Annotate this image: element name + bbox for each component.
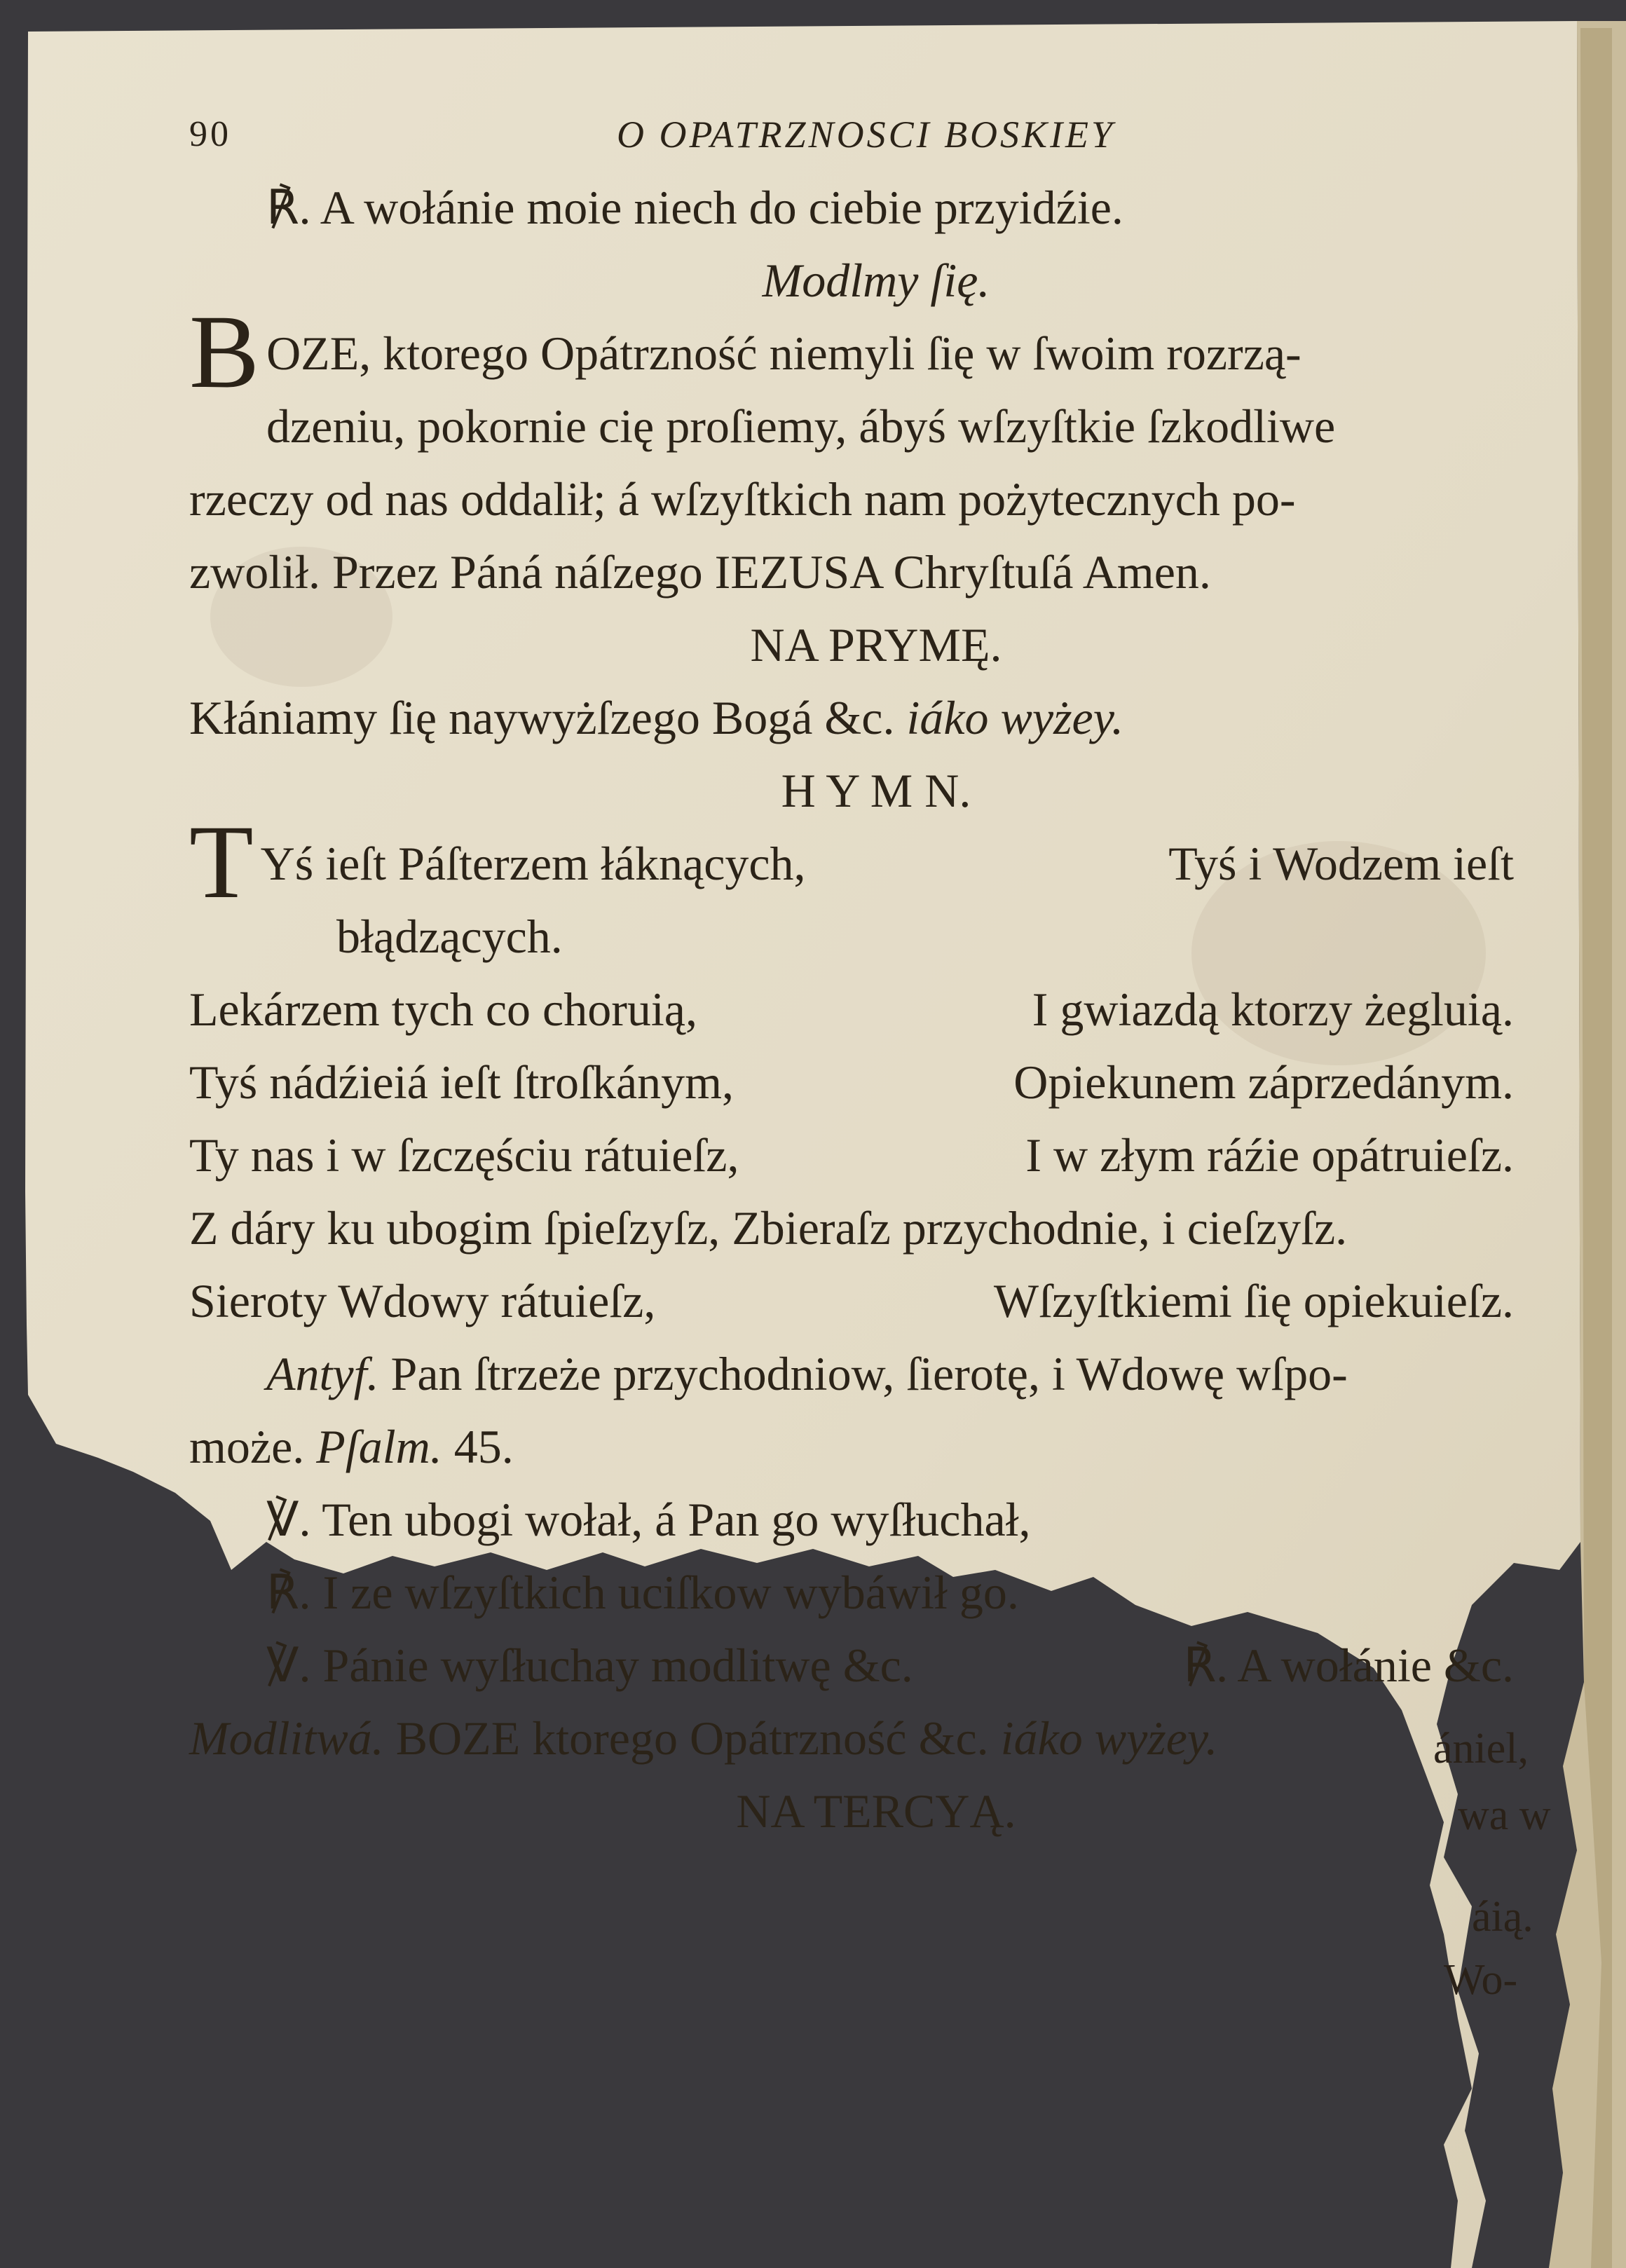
running-header [189,98,1563,171]
section-heading: NA TERCYĄ. [736,1784,1016,1838]
text-line: zwolił. Przez Páná náſzego IEZUSA Chryſtuſá Amen. [189,545,1211,599]
antiphon-line: Antyf. Pan ſtrzeże przychodniow, ſierotę, i Wdowę wſpo- [266,1347,1348,1400]
hymn-line: Z dáry ku ubogim ſpieſzyſz, Zbieraſz przychodnie, i cieſzyſz. [189,1201,1348,1255]
edge-fragment: ániel, [1433,1725,1529,1772]
hymn-line: Ty nas i w ſzczęściu rátuieſz, I w złym ráźie opátruieſz. [189,1128,1514,1182]
hymn-line: błądzących. [336,910,563,963]
antiphon-line: może. Pſalm. 45. [189,1420,514,1473]
versicle-line: ℣. Ten ubogi wołał, á Pan go wyſłuchał, [266,1493,1031,1546]
text-line: ℟. A wołánie moie niech do ciebie przyidźie. [266,181,1123,234]
page-number: 90 [189,114,231,154]
versicle-line: ℣. Pánie wyſłuchay modlitwę &c. ℟. A wołánie &c. [266,1639,1514,1692]
prayer-line: Modlitwá. BOZE ktorego Opátrzność &c. iáko wyżey. [189,1712,1218,1765]
text-line: BOZE, ktorego Opátrzność niemyli ſię w ſwoim rozrzą- [189,294,1302,410]
hymn-line: T Yś ieſt Páſterzem łáknących, Tyś i Wodzem ieſt [189,804,1514,920]
hymn-line: Lekárzem tych co choruią, I gwiazdą ktorzy żegluią. [189,983,1514,1036]
text-line: Kłániamy ſię naywyżſzego Bogá &c. iáko wyżey. [189,691,1124,744]
section-heading: Modlmy ſię. [762,254,990,307]
edge-fragment: áią. [1472,1893,1533,1941]
text-line: dzeniu, pokornie cię proſiemy, ábyś wſzyſtkie ſzkodliwe [266,399,1336,453]
page-text-block [189,98,1563,1847]
drop-cap: T [189,804,254,920]
drop-cap: B [189,294,260,410]
hymn-line: Tyś nádźieiá ieſt ſtroſkánym, Opiekunem záprzedánym. [189,1056,1514,1109]
hymn-line: Sieroty Wdowy rátuieſz, Wſzyſtkiemi ſię opiekuieſz. [189,1274,1514,1327]
text-line: rzeczy od nas oddalił; á wſzyſtkich nam pożytecznych po- [189,472,1296,526]
running-title: O OPATRZNOSCI BOSKIEY [617,114,1116,156]
section-heading: NA PRYMĘ. [750,618,1002,671]
edge-fragment: Wo- [1444,1956,1518,2004]
response-line: ℟. I ze wſzyſtkich uciſkow wybáwił go. [266,1566,1019,1619]
edge-fragment: wa w [1458,1791,1551,1839]
section-heading: H Y M N. [781,764,971,817]
